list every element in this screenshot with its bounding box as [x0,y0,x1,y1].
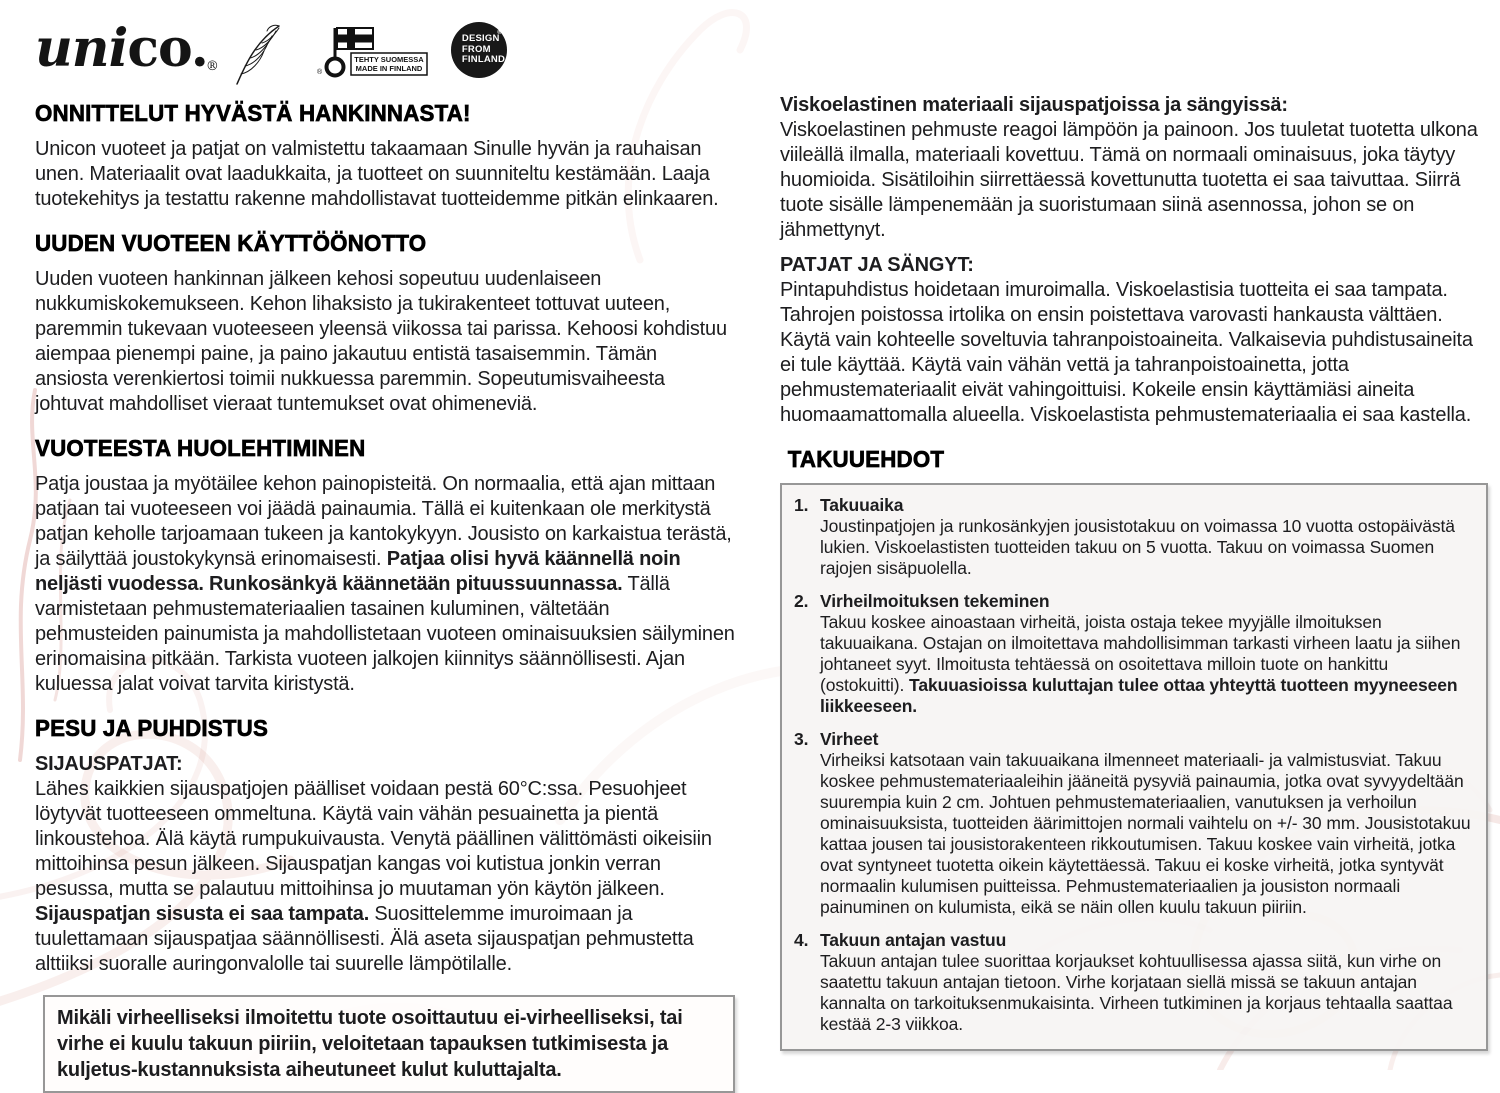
dff-line: DESIGN [461,33,500,45]
finnish-flag-icon [337,28,373,49]
warranty-item-body [820,612,1474,717]
dff-line: FROM [461,43,491,55]
topper-paragraph [35,777,735,977]
new-bed-paragraph: Uuden vuoteen hankinnan jälkeen kehosi sopeutuu uudenlaiseen nukkumiskokemukseen. Kehon lihaksisto ja tukirakenteet tottuvat uuteen, paremmin tukevaan vuoteeseen yleensä viikossa tai parissa. Kehoosi kohdistuu aiempaa pienempi paine, ja paino jakautuu entistä tasaisemmin. Tämän ansiosta verenkiertosi toimii nukkuessa paremmin. Sopeutumisvaiheesta johtuvat mahdolliset vieraat tuntemukset ovat ohimeneviä. [35,268,727,415]
topper-bold-text: Sijauspatjan sisusta ei saa tampata. [35,903,370,925]
design-from-finland-badge [451,22,507,78]
notice-text: Mikäli virheelliseksi ilmoitettu tuote osoittautuu ei-virheelliseksi, tai virhe ei kuulu takuun piiriin, veloitetaan tapauksen tutkimisesta ja kuljetus-kustannuksista aiheutuneet kulut kuluttajalta. [57,1007,683,1081]
notice-box [43,995,735,1093]
intro-paragraph: Unicon vuoteet ja patjat on valmistettu takaamaan Sinulle hyvän ja rauhaisan unen. Materiaalit ovat laadukkaita, ja tuotteet on suunniteltu kestämään. Laaja tuotekehitys ja testattu rakenne mahdollistavat tuotteidemme pitkän elinkaaren. [35,138,719,210]
section-heading-bed-care: VUOTEESTA HUOLEHTIMINEN [35,435,366,461]
bed-care-paragraph [35,472,735,697]
warranty-item-number: 1. [794,495,809,515]
right-column [780,93,1488,1051]
feather-icon [231,22,285,86]
warranty-terms-box [780,483,1488,1051]
svg-text:TEHTY SUOMESSA: TEHTY SUOMESSA [354,55,424,64]
topper-text: Lähes kaikkien sijauspatjojen päälliset voidaan pestä 60°C:ssa. Pesuohjeet löytyvät tuotteeseen ommeltuna. Käytä vain vähän pesuainetta ja pientä linkoustehoa. Älä käytä rumpukuivausta. Venytä päällinen välittömästi oikeisiin mittoihinsa pesun jälkeen. Sijauspatjan kangas voi kutistua jonkin verran pesussa, mutta se palautuu mittoihinsa jo muutaman yön käytön jälkeen. [35,778,712,900]
warranty-item-1 [790,495,1474,579]
visco-paragraph: Viskoelastinen pehmuste reagoi lämpöön ja painoon. Jos tuuletat tuotetta ulkona viileällä ilmalla, materiaali kovettuu. Tämä on normaali ominaisuus, joka täytyy huomioida. Sisätiloihin siirrettäessä kovettunutta tuotetta ei saa taivuttaa. Siirrä tuote sisälle lämpenemään ja suoristumaan siinä asennossa, johon se on jähmettynyt. [780,119,1478,241]
warranty-item-text: Joustinpatjojen ja runkosänkyjen jousistotakuu on voimassa 10 vuotta ostopäivästä lukien. Viskoelastisten tuotteiden takuu on 5 vuotta. Takuu on voimassa Suomen rajojen sisäpuolella. [820,516,1455,578]
brand-header [35,20,735,88]
warranty-item-title: Virheilmoituksen tekeminen [820,591,1050,611]
warranty-item-number: 4. [794,930,809,950]
unico-wordmark-italic: uni [35,18,128,79]
warranty-item-title: Takuuaika [820,495,904,515]
section-heading-new-bed: UUDEN VUOTEEN KÄYTTÖÖNOTTO [35,230,427,256]
registered-mark: ® [497,30,502,36]
bed-care-bold-text: Patjaa olisi hyvä käännellä noin neljästi vuodessa. Runkosänkyä käännetään pituussuunnassa. [35,548,681,595]
warranty-item-text: Takuun antajan tulee suorittaa korjaukset kohtuullisessa ajassa siitä, kun virhe on saatettu takuun antajan tietoon. Virhe korjataan siellä missä se takuun antajan kannalta on tarkoituksenmukaisinta. Virheen tutkiminen ja korjaus tehtaalla saattaa kestää 2-3 viikkoa. [820,951,1453,1034]
bed-care-text: Tällä varmistetaan pehmustemateriaalien tasainen kuluminen, vältetään pehmusteiden painumista ja mahdollistetaan vuoteen ominaisuuksien säilyminen erinomaisina pitkään. Tarkista vuoteen jalkojen kiinnitys säännöllisesti. Ajan kuluessa jalat voivat tarvita kiristystä. [35,573,735,695]
section-heading-washing: PESU JA PUHDISTUS [35,715,269,741]
topper-text: Suosittelemme imuroimaan ja tuulettamaan sijauspatjaa säännöllisesti. Älä aseta sijauspatjan pehmustetta alttiiksi suoralle auringonvalolle tai suurelle lämpötilalle. [35,903,694,975]
visco-heading: Viskoelastinen materiaali sijauspatjoissa ja sängyissä: [780,94,1288,116]
warranty-item-number: 3. [794,729,809,749]
registered-mark: ® [205,59,219,74]
warranty-item-body [820,750,1474,918]
mattress-heading: PATJAT JA SÄNGYT: [780,254,974,276]
warranty-item-body [820,951,1474,1035]
made-in-finland-keyflag-badge [309,22,431,80]
warranty-heading: TAKUUEHDOT [787,446,945,472]
svg-text:MADE IN FINLAND: MADE IN FINLAND [355,64,423,73]
bed-care-text: Patja joustaa ja myötäilee kehon painopisteitä. On normaalia, että ajan mittaan patjaan tai vuoteeseen voi jäädä painaumia. Tällä ei kuitenkaan ole merkitystä patjan keholle tarjoamaan tukeen ja kantokykyyn. Jousisto on karkaistua terästä, ja säilyttää joustokykynsä erinomaisesti. [35,473,732,570]
warranty-item-2 [790,591,1474,717]
warranty-item-text: Takuu koskee ainoastaan virheitä, joista ostaja tekee myyjälle ilmoituksen takuuaikana. Ostajan on ilmoitettava mahdollisimman tarkasti virheen laatu ja siihen johtaneet syyt. Ilmoitusta tehtäessä on osoitettava milloin tuote on hankittu (ostokuitti). [820,612,1461,695]
warranty-item-text: Virheiksi katsotaan vain takuuaikana ilmenneet materiaali- ja valmistusviat. Takuu koskee pehmustemateriaaleihin jääneitä pysyviä painaumia, jotka ovat syvyydeltään suurempia kuin 2 cm. Johtuen pehmustemateriaalien, vanutuksen ja verhoilun ominaisuuksista, tuotteiden äärimittojen normali vaihtelu on +/- 30 mm. Jousistotakuu kattaa jousen tai jousistorakenteen rikkoutumisen. Takuu koskee vain virheitä, jotka ovat syntyneet tuotetta oikein käytettäessä. Takuu ei koske virheitä, jotka syntyvät normaalin kulumisen puitteissa. Pehmustemateriaalien ja jousiston normaali painuminen on kulumista, eikä se näin ollen kuulu takuun piiriin. [820,750,1471,917]
dff-line: FINLAND [461,54,506,66]
mattress-paragraph: Pintapuhdistus hoidetaan imuroimalla. Viskoelastisia tuotteita ei saa tampata. Tahrojen poistossa irtolika on ensin poistettava varovasti hankausta välttäen. Käytä vain kohteelle soveltuvia tahranpoistoaineita. Valkaisevia puhdistusaineita ei tule käyttää. Käytä vain vähän vettä ja tahranpoistoainetta, jotta pehmustemateriaalit eivät vahingoittuisi. Kokeile ensin käyttämiäsi aineita huomaamattomalla alueella. Viskoelastista pehmustemateriaalia ei saa kastella. [780,279,1473,426]
svg-text:®: ® [316,69,323,76]
warranty-item-3 [790,729,1474,918]
warranty-item-body [820,516,1474,579]
topper-subheading: SIJAUSPATJAT: [35,753,183,775]
warranty-item-4 [790,930,1474,1035]
warranty-item-title: Virheet [820,729,879,749]
warranty-item-bold-text: Takuuasioissa kuluttajan tulee ottaa yhteyttä tuotteen myyneeseen liikkeeseen. [820,675,1458,716]
page-title: ONNITTELUT HYVÄSTÄ HANKINNASTA! [35,100,471,126]
warranty-item-number: 2. [794,591,809,611]
left-column [35,20,735,1093]
unico-logo [35,20,221,92]
unico-wordmark-regular: co. [127,18,208,79]
warranty-item-title: Takuun antajan vastuu [820,930,1007,950]
